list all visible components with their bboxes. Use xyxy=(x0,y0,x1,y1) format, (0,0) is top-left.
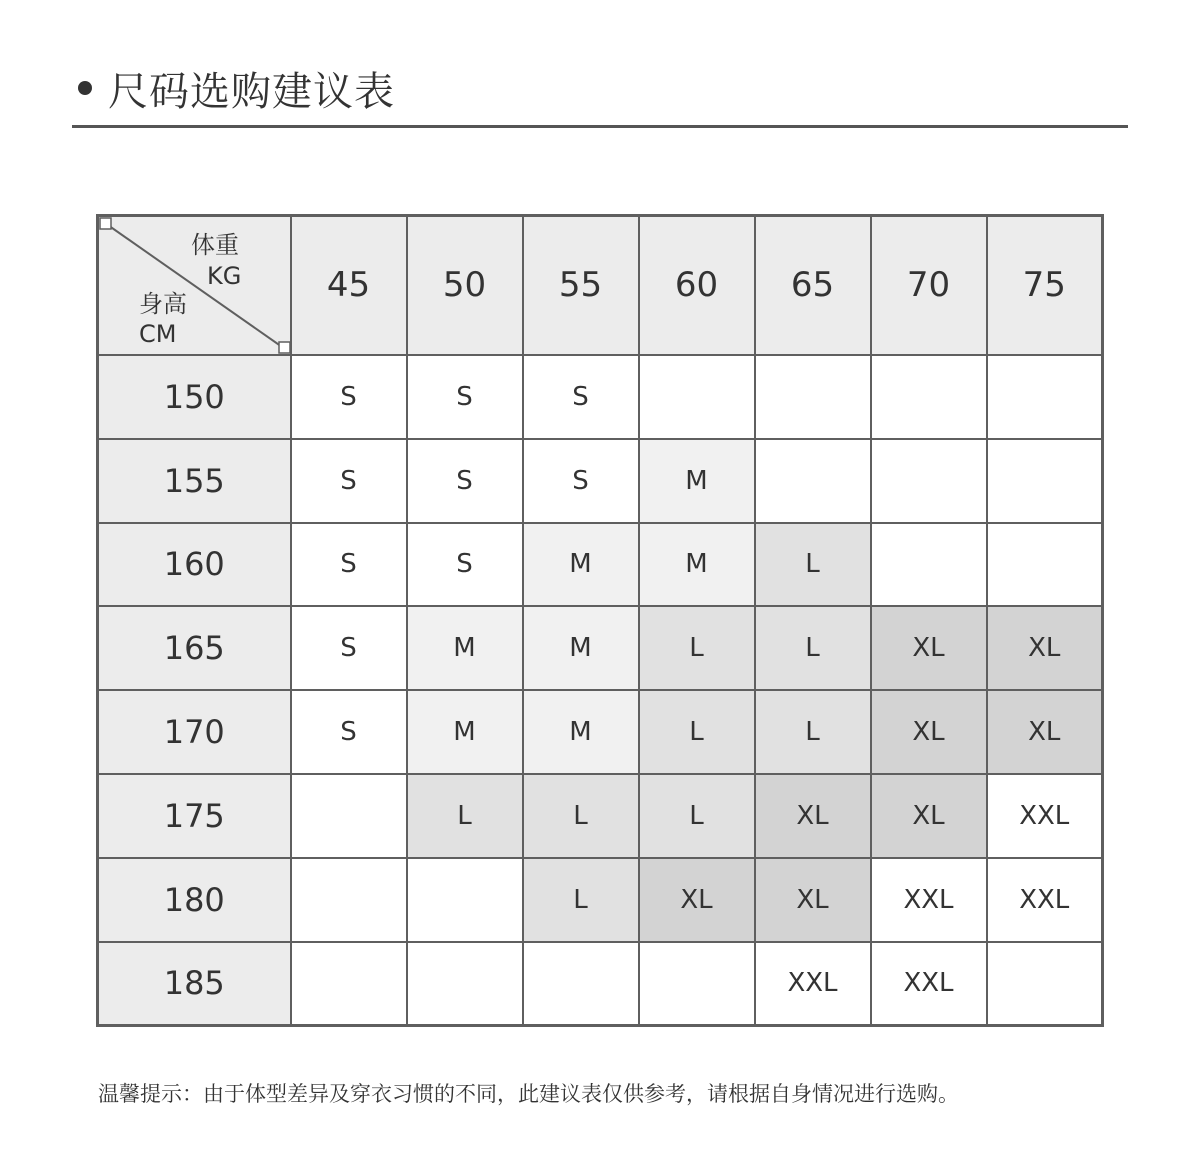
size-cell: S xyxy=(407,355,523,439)
size-cell: XXL xyxy=(987,858,1103,942)
size-cell xyxy=(755,439,871,523)
page-title: 尺码选购建议表 xyxy=(108,68,395,115)
size-cell: M xyxy=(523,606,639,690)
height-header-180: 180 xyxy=(98,858,291,942)
weight-header-70: 70 xyxy=(871,216,987,355)
size-cell: L xyxy=(755,606,871,690)
size-cell: L xyxy=(639,690,755,774)
size-cell: S xyxy=(291,690,407,774)
size-cell xyxy=(987,942,1103,1026)
size-cell: M xyxy=(639,439,755,523)
weight-header-75: 75 xyxy=(987,216,1103,355)
size-cell: L xyxy=(639,774,755,858)
size-cell xyxy=(871,523,987,607)
corner-header-cell xyxy=(98,216,291,355)
table-row xyxy=(98,858,1103,942)
height-header-185: 185 xyxy=(98,942,291,1026)
size-chart-table xyxy=(96,214,1104,1027)
size-cell: M xyxy=(407,606,523,690)
size-cell: M xyxy=(407,690,523,774)
size-cell: M xyxy=(523,523,639,607)
size-cell xyxy=(871,355,987,439)
size-cell: S xyxy=(291,523,407,607)
table-row xyxy=(98,606,1103,690)
height-header-160: 160 xyxy=(98,523,291,607)
height-header-165: 165 xyxy=(98,606,291,690)
title-divider xyxy=(72,125,1128,128)
height-header-155: 155 xyxy=(98,439,291,523)
size-cell: S xyxy=(523,355,639,439)
size-cell: XL xyxy=(639,858,755,942)
title-bullet-icon xyxy=(78,81,92,95)
size-cell: S xyxy=(407,439,523,523)
size-cell: XL xyxy=(871,690,987,774)
size-cell: L xyxy=(523,774,639,858)
size-cell: L xyxy=(639,606,755,690)
tip-note: 温馨提示：由于体型差异及穿衣习惯的不同，此建议表仅供参考，请根据自身情况进行选购。 xyxy=(98,1082,959,1106)
size-cell xyxy=(407,858,523,942)
size-cell xyxy=(523,942,639,1026)
height-axis-label: 身高 xyxy=(139,290,187,318)
table-row xyxy=(98,942,1103,1026)
size-cell: XL xyxy=(755,858,871,942)
size-cell: L xyxy=(755,523,871,607)
size-cell: M xyxy=(523,690,639,774)
size-cell: L xyxy=(523,858,639,942)
weight-header-65: 65 xyxy=(755,216,871,355)
size-cell xyxy=(291,774,407,858)
height-header-175: 175 xyxy=(98,774,291,858)
size-cell: S xyxy=(291,355,407,439)
size-cell xyxy=(639,942,755,1026)
size-cell xyxy=(291,858,407,942)
size-cell xyxy=(755,355,871,439)
size-cell: S xyxy=(523,439,639,523)
size-cell xyxy=(987,439,1103,523)
table-row xyxy=(98,690,1103,774)
size-cell: XL xyxy=(871,606,987,690)
size-cell: XXL xyxy=(987,774,1103,858)
table-row xyxy=(98,439,1103,523)
table-row xyxy=(98,355,1103,439)
size-cell: XL xyxy=(987,690,1103,774)
weight-header-50: 50 xyxy=(407,216,523,355)
height-unit-label: CM xyxy=(139,320,177,348)
size-cell: S xyxy=(407,523,523,607)
table-row xyxy=(98,774,1103,858)
weight-header-55: 55 xyxy=(523,216,639,355)
size-cell: S xyxy=(291,606,407,690)
size-cell: XXL xyxy=(755,942,871,1026)
size-cell xyxy=(291,942,407,1026)
weight-header-row xyxy=(98,216,1103,355)
height-header-170: 170 xyxy=(98,690,291,774)
size-cell xyxy=(407,942,523,1026)
size-cell xyxy=(987,355,1103,439)
size-cell: L xyxy=(755,690,871,774)
table-row xyxy=(98,523,1103,607)
weight-header-60: 60 xyxy=(639,216,755,355)
height-header-150: 150 xyxy=(98,355,291,439)
size-cell: L xyxy=(407,774,523,858)
size-cell xyxy=(987,523,1103,607)
size-cell: XXL xyxy=(871,858,987,942)
size-cell: XL xyxy=(987,606,1103,690)
size-cell: S xyxy=(291,439,407,523)
size-cell xyxy=(871,439,987,523)
size-cell: XL xyxy=(871,774,987,858)
size-cell: XXL xyxy=(871,942,987,1026)
size-cell: M xyxy=(639,523,755,607)
weight-unit-label: KG xyxy=(207,262,242,290)
size-cell xyxy=(639,355,755,439)
weight-header-45: 45 xyxy=(291,216,407,355)
title-row xyxy=(78,58,395,118)
size-cell: XL xyxy=(755,774,871,858)
weight-axis-label: 体重 xyxy=(191,231,239,259)
